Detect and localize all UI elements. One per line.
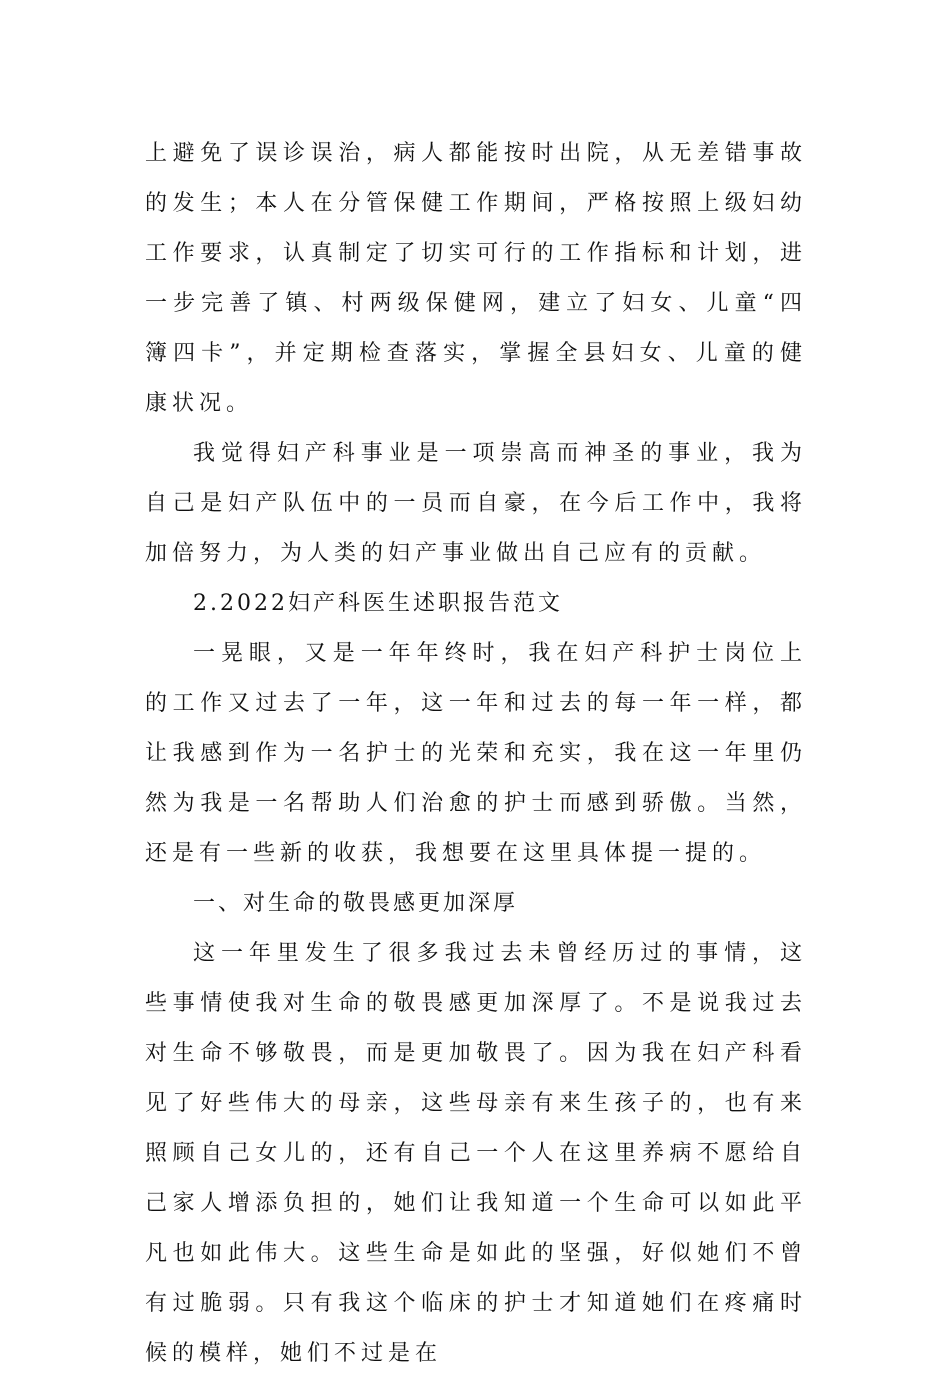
- paragraph-reverence-body: 这一年里发生了很多我过去未曾经历过的事情，这些事情使我对生命的敬畏感更加深厚了。不是说我过去对生命不够敬畏，而是更加敬畏了。因为我在妇产科看见了好些伟大的母亲，这些母亲有来生孩子的，也有来照顾自己女儿的，还有自己一个人在这里养病不愿给自己家人增添负担的，她们让我知道一个生命可以如此平凡也如此伟大。这些生命是如此的坚强，好似她们不曾有过脆弱。只有我这个临床的护士才知道她们在疼痛时候的模样，她们不过是在: [145, 941, 807, 1366]
- paragraph-intro: 一晃眼，又是一年年终时，我在妇产科护士岗位上的工作又过去了一年，这一年和过去的每一年一样，都让我感到作为一名护士的光荣和充实，我在这一年里仍然为我是一名帮助人们治愈的护士而感到骄傲。当然，还是有一些新的收获，我想要在这里具体提一提的。: [145, 641, 807, 866]
- paragraph-continuation: 上避免了误诊误治，病人都能按时出院，从无差错事故的发生；本人在分管保健工作期间，严格按照上级妇幼工作要求，认真制定了切实可行的工作指标和计划，进一步完善了镇、村两级保健网，建立了妇女、儿童“四簿四卡”，并定期检查落实，掌握全县妇女、儿童的健康状况。: [145, 141, 807, 416]
- paragraph-closing: 我觉得妇产科事业是一项崇高而神圣的事业，我为自己是妇产队伍中的一员而自豪，在今后工作中，我将加倍努力，为人类的妇产事业做出自己应有的贡献。: [145, 441, 807, 566]
- document-body: [145, 129, 807, 1379]
- section-heading-reverence: 一、对生命的敬畏感更加深厚: [193, 891, 519, 916]
- section-heading-report-title: 2.2022妇产科医生述职报告范文: [193, 591, 563, 616]
